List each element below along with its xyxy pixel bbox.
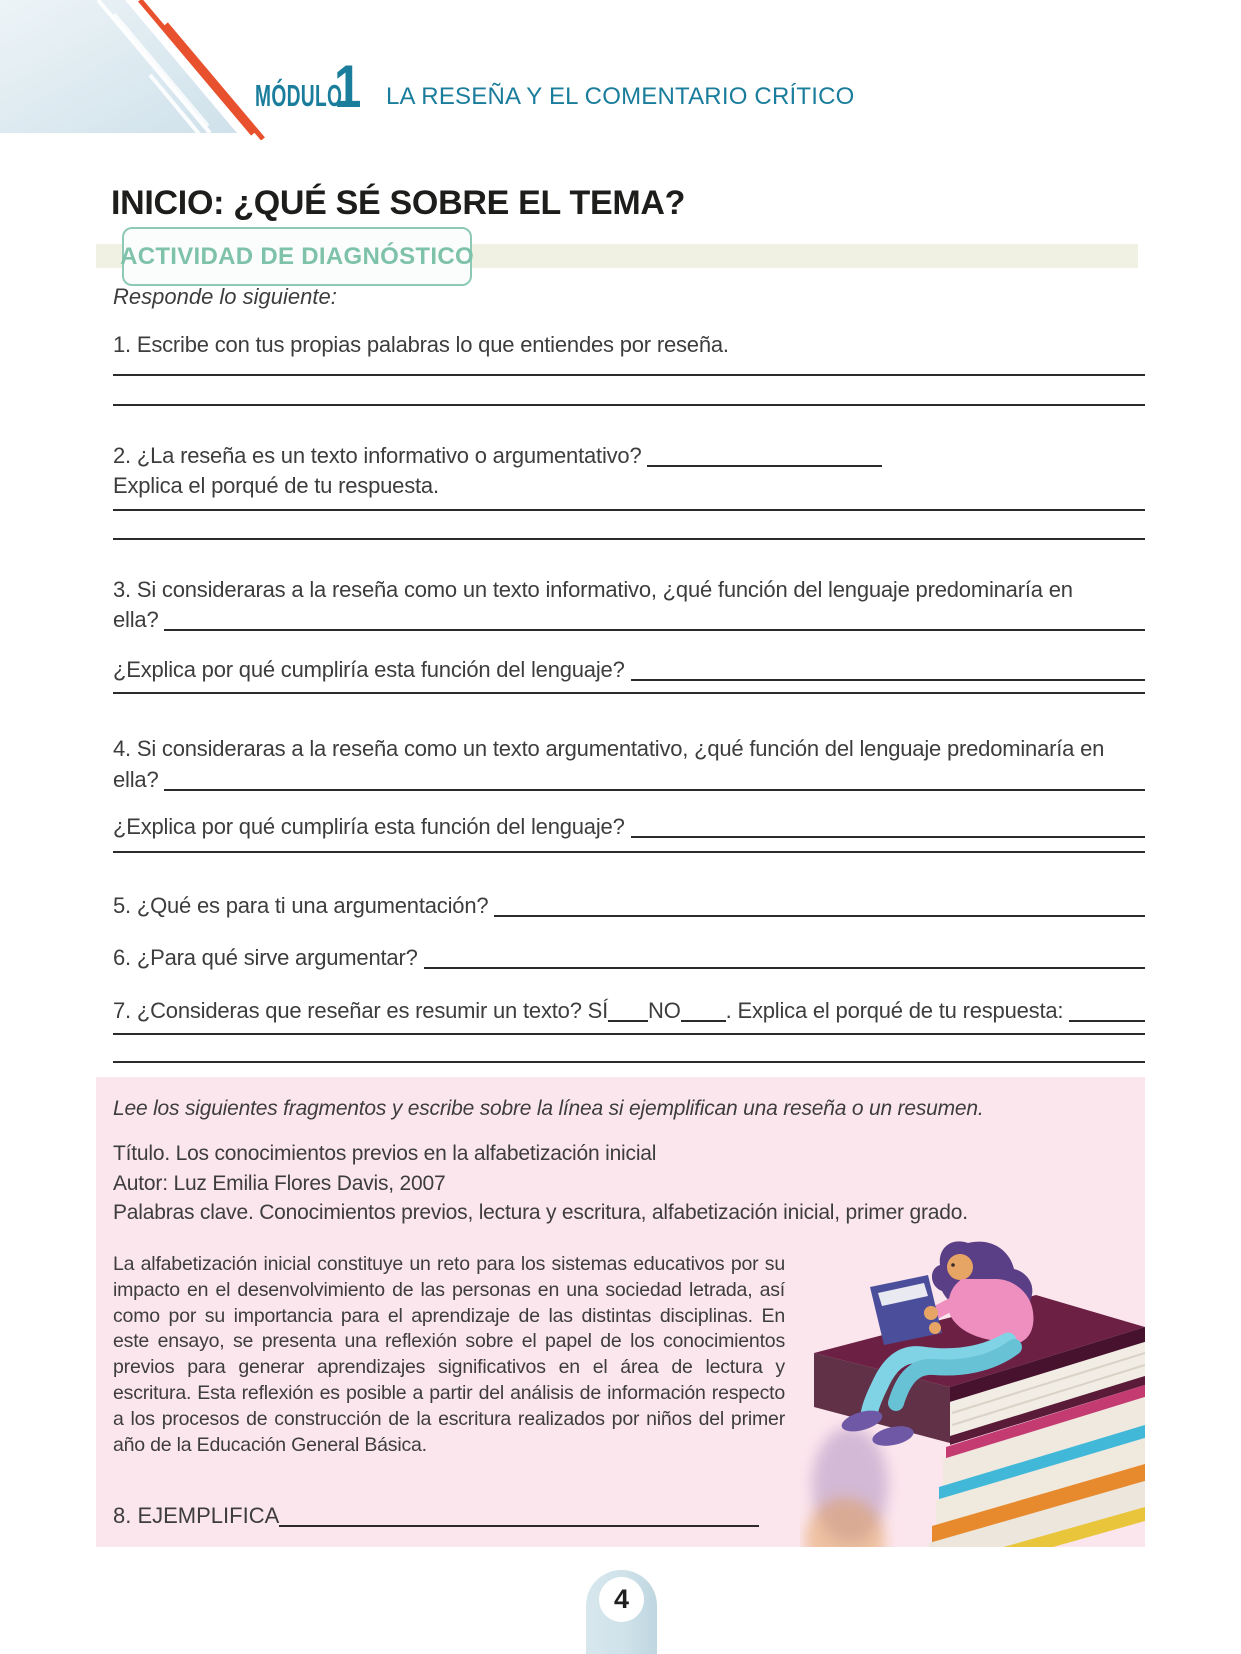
page-number: 4 — [599, 1577, 644, 1622]
answer-line — [113, 851, 1145, 853]
inline-blank — [631, 669, 1145, 681]
question-2-text: 2. ¿La reseña es un texto informativo o argumentativo? — [113, 443, 648, 468]
intro-text: Responde lo siguiente: — [113, 284, 337, 309]
woman-reading-on-books-illustration — [800, 1235, 1145, 1547]
fragment-paragraph: La alfabetización inicial constituye un reto para los sistemas educativos por su impacto en el desenvolvimiento de las personas en una sociedad letrada, así como por su importancia para el aprendizaje de las distintas disciplinas. En este ensayo, se presenta una reflexión sobre el papel de los conocimientos previos para generar aprendizajes significativos en el área de lectura y escritura. Esta reflexión es posible a partir del análisis de información respecto a los procesos de construcción de la escritura realizados por niños del primer año de la Educación General Básica. — [113, 1253, 785, 1456]
question-7 — [113, 996, 1145, 1026]
question-6-text: 6. ¿Para qué sirve argumentar? — [113, 945, 424, 970]
question-3-line1: 3. Si consideraras a la reseña como un texto informativo, ¿qué función del lenguaje predominaría en — [113, 577, 1073, 602]
inline-blank — [279, 1515, 759, 1527]
inline-blank — [164, 619, 1145, 631]
inline-blank — [424, 957, 1145, 969]
fragment-meta — [113, 1139, 968, 1228]
question-1: 1. Escribe con tus propias palabras lo que entiendes por reseña. — [113, 332, 729, 357]
fragment-instruction: Lee los siguientes fragmentos y escribe sobre la línea si ejemplifican una reseña o un resumen. — [113, 1097, 984, 1120]
inline-blank — [164, 779, 1145, 791]
section-title: INICIO: ¿QUÉ SÉ SOBRE EL TEMA? — [111, 184, 686, 222]
question-2 — [113, 441, 1145, 471]
fragment-box — [96, 1077, 1145, 1547]
module-label: MÓDULO — [255, 78, 343, 113]
module-title: LA RESEÑA Y EL COMENTARIO CRÍTICO — [386, 83, 855, 110]
inline-blank — [1069, 1010, 1145, 1022]
fragment-keywords: Palabras clave. Conocimientos previos, lectura y escritura, alfabetización inicial, primer grado. — [113, 1201, 968, 1224]
answer-line — [113, 692, 1145, 694]
inline-blank-si — [608, 1010, 648, 1022]
question-8-text: 8. EJEMPLIFICA — [113, 1503, 280, 1528]
fragment-author: Autor: Luz Emilia Flores Davis, 2007 — [113, 1171, 446, 1195]
header — [0, 0, 1241, 133]
question-6 — [113, 943, 1145, 973]
question-4-line2 — [113, 765, 1145, 795]
module-number: 1 — [334, 53, 362, 120]
question-5-text: 5. ¿Qué es para ti una argumentación? — [113, 893, 495, 918]
question-3-followup — [113, 655, 1145, 685]
answer-line — [113, 538, 1145, 540]
answer-line — [113, 509, 1145, 511]
question-7-text: 7. ¿Consideras que reseñar es resumir un texto? SÍ — [113, 998, 609, 1023]
question-3-text: ella? — [113, 607, 165, 632]
activity-badge — [122, 227, 472, 286]
inline-blank — [631, 826, 1145, 838]
question-4-text: ella? — [113, 767, 165, 792]
question-3-followup-text: ¿Explica por qué cumpliría esta función del lenguaje? — [113, 657, 631, 682]
question-4-followup-text: ¿Explica por qué cumpliría esta función del lenguaje? — [113, 814, 631, 839]
inline-blank — [494, 905, 1145, 917]
answer-line — [113, 1061, 1145, 1063]
inline-blank-no — [681, 1010, 726, 1022]
question-2-line2: Explica el porqué de tu respuesta. — [113, 473, 439, 498]
inline-blank — [647, 455, 882, 467]
fragment-title: Título. Los conocimientos previos en la alfabetización inicial — [113, 1142, 657, 1165]
answer-line — [113, 374, 1145, 376]
answer-line — [113, 1033, 1145, 1035]
corner-decoration — [0, 0, 300, 140]
question-5 — [113, 891, 1145, 921]
question-7-no: NO — [648, 998, 681, 1023]
question-4-followup — [113, 812, 1145, 842]
question-7-rest: . Explica el porqué de tu respuesta: — [725, 998, 1070, 1023]
answer-line — [113, 404, 1145, 406]
question-4-line1: 4. Si consideraras a la reseña como un texto argumentativo, ¿qué función del lenguaje predominaría en — [113, 736, 1105, 761]
activity-badge-label: ACTIVIDAD DE DIAGNÓSTICO — [120, 242, 474, 270]
question-3-line2 — [113, 605, 1145, 635]
question-8 — [113, 1501, 759, 1531]
page-number-tab — [586, 1570, 657, 1654]
